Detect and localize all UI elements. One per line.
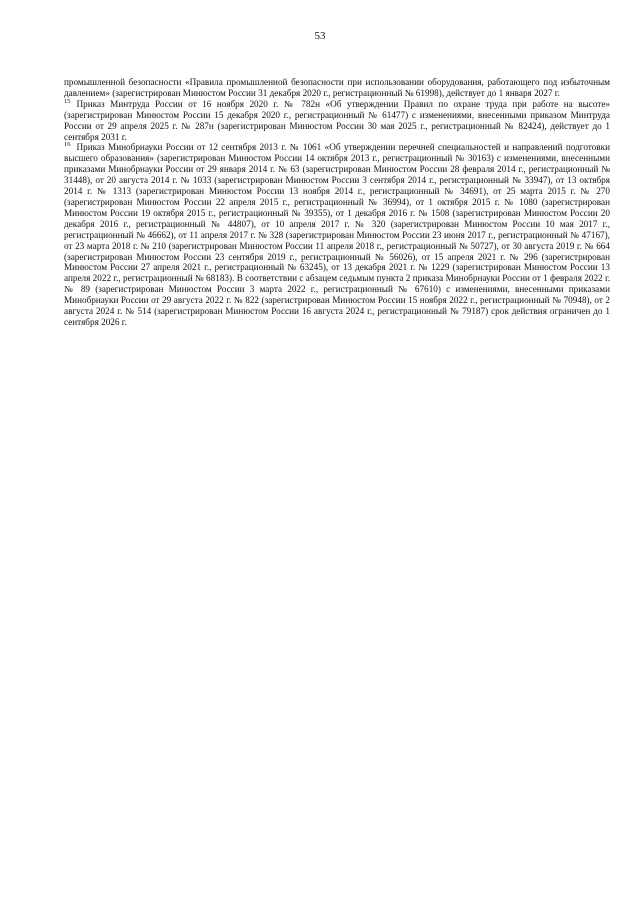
page-number: 53 bbox=[314, 30, 326, 42]
footnote-16 bbox=[64, 142, 610, 327]
continuation-paragraph: промышленной безопасности «Правила промышленной безопасности при использовании оборудования, работающего под избыточным давлением» (зарегистрирован Минюстом России 31 декабря 2020 г., регистрационный № 61998), действует до 1 января 2027 г. bbox=[64, 77, 610, 98]
footnote-15 bbox=[64, 99, 610, 143]
footnote-marker-15: 15 bbox=[64, 97, 71, 105]
footnote-text-16: Приказ Минобрнауки России от 12 сентября 2013 г. № 1061 «Об утверждении перечней специальностей и направлений подготовки высшего образования» (зарегистрирован Минюстом России 14 октября 2013 г., регистрационный № 30163) с изменениями, внесенными приказами Минобрнауки России от 29 января 2014 г. № 63 (зарегистрирован Минюстом России 28 февраля 2014 г., регистрационный № 31448), от 20 августа 2014 г. № 1033 (зарегистрирован Минюстом России 3 сентября 2014 г., регистрационный № 33947), от 13 октября 2014 г. № 1313 (зарегистрирован Минюстом России 13 ноября 2014 г., регистрационный № 34691), от 25 марта 2015 г. № 270 (зарегистрирован Минюстом России 22 апреля 2015 г., регистрационный № 36994), от 1 октября 2015 г. № 1080 (зарегистрирован Минюстом России 19 октября 2015 г., регистрационный № 39355), от 1 декабря 2016 г. № 1508 (зарегистрирован Минюстом России 20 декабря 2016 г., регистрационный № 44807), от 10 апреля 2017 г. № 320 (зарегистрирован Минюстом России 10 мая 2017 г., регистрационный № 46662), от 11 апреля 2017 г. № 328 (зарегистрирован Минюстом России 23 июня 2017 г., регистрационный № 47167), от 23 марта 2018 г. № 210 (зарегистрирован Минюстом России 11 апреля 2018 г., регистрационный № 50727), от 30 августа 2019 г. № 664 (зарегистрирован Минюстом России 23 сентября 2019 г., регистрационный № 56026), от 15 апреля 2021 г. № 296 (зарегистрирован Минюстом России 27 апреля 2021 г., регистрационный № 63245), от 13 декабря 2021 г. № 1229 (зарегистрирован Минюстом России 13 апреля 2022 г., регистрационный № 68183). В соответствии с абзацем седьмым пункта 2 приказа Минобрнауки России от 1 февраля 2022 г. № 89 (зарегистрирован Минюстом России 3 марта 2022 г., регистрационный № 67610) с изменениями, внесенными приказами Минобрнауки России от 29 августа 2022 г. № 822 (зарегистрирован Минюстом России 15 ноября 2022 г., регистрационный № 70948), от 2 августа 2024 г. № 514 (зарегистрирован Минюстом России 16 августа 2024 г., регистрационный № 79187) срок действия ограничен до 1 сентября 2026 г. bbox=[64, 142, 610, 327]
footnotes-block bbox=[64, 77, 610, 328]
footnote-marker-16: 16 bbox=[64, 141, 71, 149]
footnote-text-15: Приказ Минтруда России от 16 ноября 2020 г. № 782н «Об утверждении Правил по охране труда при работе на высоте» (зарегистрирован Минюстом России 15 декабря 2020 г., регистрационный № 61477) с изменениями, внесенными приказом Минтруда России от 29 апреля 2025 г. № 287н (зарегистрирован Минюстом России 30 мая 2025 г., регистрационный № 82424), действует до 1 сентября 2031 г. bbox=[64, 98, 610, 142]
